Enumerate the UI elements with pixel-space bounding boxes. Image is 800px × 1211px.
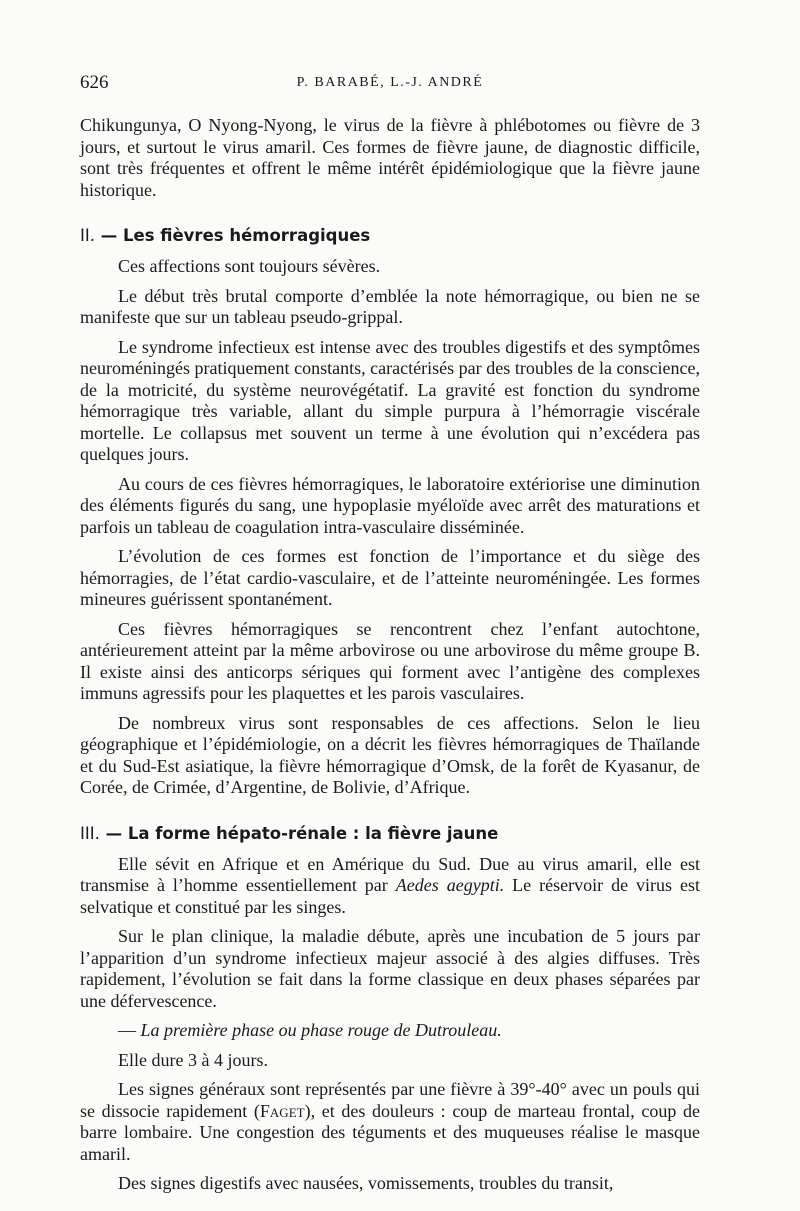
section-2-heading	[80, 225, 700, 247]
phase-title: La première phase ou phase rouge de Dutrouleau.	[140, 1020, 502, 1040]
text-body	[80, 115, 700, 1203]
section-2-title: Les fièvres hémorragiques	[122, 226, 371, 245]
page-header	[80, 72, 700, 96]
page-number: 626	[80, 72, 109, 93]
paragraph: Ces fièvres hémorragiques se rencontrent chez l’enfant autochtone, antérieurement atteint par la même arbovirose ou une arbovirose du même groupe B. Il existe ainsi des anticorps sériques qui forment avec l’antigène des complexes immuns agressifs pour les plaquettes et les parois vasculaires.	[80, 618, 700, 703]
paragraph: Elle dure 3 à 4 jours.	[118, 1049, 268, 1070]
section-3-heading	[80, 823, 700, 845]
paragraph	[80, 1079, 700, 1165]
intro-paragraph: Chikungunya, O Nyong-Nyong, le virus de la fièvre à phlébotomes ou fièvre de 3 jours, et surtout le virus amaril. Ces formes de fièvre jaune, de diagnostic difficile, sont très fréquentes et offrent le même intérêt épidémiologique que la fièvre jaune historique.	[80, 115, 700, 200]
paragraph	[80, 854, 700, 919]
paragraph: L’évolution de ces formes est fonction de l’importance et du siège des hémorragies, de l’état cardio-vasculaire, et de l’atteinte neuroméningée. Les formes mineures guérissent spontanément.	[80, 546, 700, 609]
text-run: Les signes généraux sont représentés par une fièvre à 39°-40° avec un pouls qui se dissocie rapidement (	[80, 1079, 700, 1121]
paragraph: Le syndrome infectieux est intense avec des troubles digestifs et des symptômes neuroméningés pratiquement constants, caractérisés par des troubles de la conscience, de la motricité, du système neurovégétatif. La gravité est fonction du syndrome hémorragique très variable, allant du simple purpura à l’hémorragie viscérale mortelle. Le collapsus met souvent un terme à une évolution qui n’excédera pas quelques jours.	[80, 336, 700, 464]
text-run: ), et des douleurs : coup de marteau frontal, coup de barre lombaire. Une congestion des téguments et des muqueuses réalise le masque amaril.	[80, 1100, 700, 1164]
paragraph: De nombreux virus sont responsables de ces affections. Selon le lieu géographique et l’épidémiologie, on a décrit les fièvres hémorragiques de Thaïlande et du Sud-Est asiatique, la fièvre hémorragique d’Omsk, de la forêt de Kyasanur, de Corée, de Crimée, d’Argentine, de Bolivie, d’Afrique.	[80, 712, 700, 797]
phase-dash: —	[118, 1020, 141, 1040]
paragraph: Sur le plan clinique, la maladie débute, après une incubation de 5 jours par l’apparition d’un syndrome infectieux majeur associé à des algies diffuses. Très rapidement, l’évolution se fait dans la forme classique en deux phases séparées par une défervescence.	[80, 926, 700, 1011]
section-3-number: III.	[80, 823, 100, 843]
text-run: Elle sévit en Afrique et en Amérique du Sud. Due au virus amaril, elle est transmise à l’homme essentiellement par	[80, 853, 700, 895]
running-title: P. BARABÉ, L.-J. ANDRÉ	[296, 75, 484, 90]
section-2-dash: —	[100, 226, 118, 245]
section-3-title: La forme hépato-rénale : la fièvre jaune	[127, 823, 499, 843]
species-name: Aedes aegypti.	[395, 875, 505, 895]
text-run: Le réservoir de virus est selvatique et constitué par les singes.	[80, 875, 700, 917]
author-name: Faget	[259, 1100, 305, 1121]
paragraph: Ces affections sont toujours sévères.	[118, 256, 381, 276]
paragraph: Au cours de ces fièvres hémorragiques, le laboratoire extériorise une diminution des éléments figurés du sang, une hypoplasie myéloïde avec arrêt des maturations et parfois un tableau de coagulation intra-vasculaire disséminée.	[80, 473, 700, 537]
section-2-number: II.	[80, 226, 95, 245]
section-3-dash: —	[105, 823, 123, 843]
phase-heading	[80, 1020, 700, 1042]
paragraph: Le début très brutal comporte d’emblée la note hémorragique, ou bien ne se manifeste que sur un tableau pseudo-grippal.	[80, 285, 700, 327]
paragraph: Des signes digestifs avec nausées, vomissements, troubles du transit,	[118, 1173, 614, 1193]
